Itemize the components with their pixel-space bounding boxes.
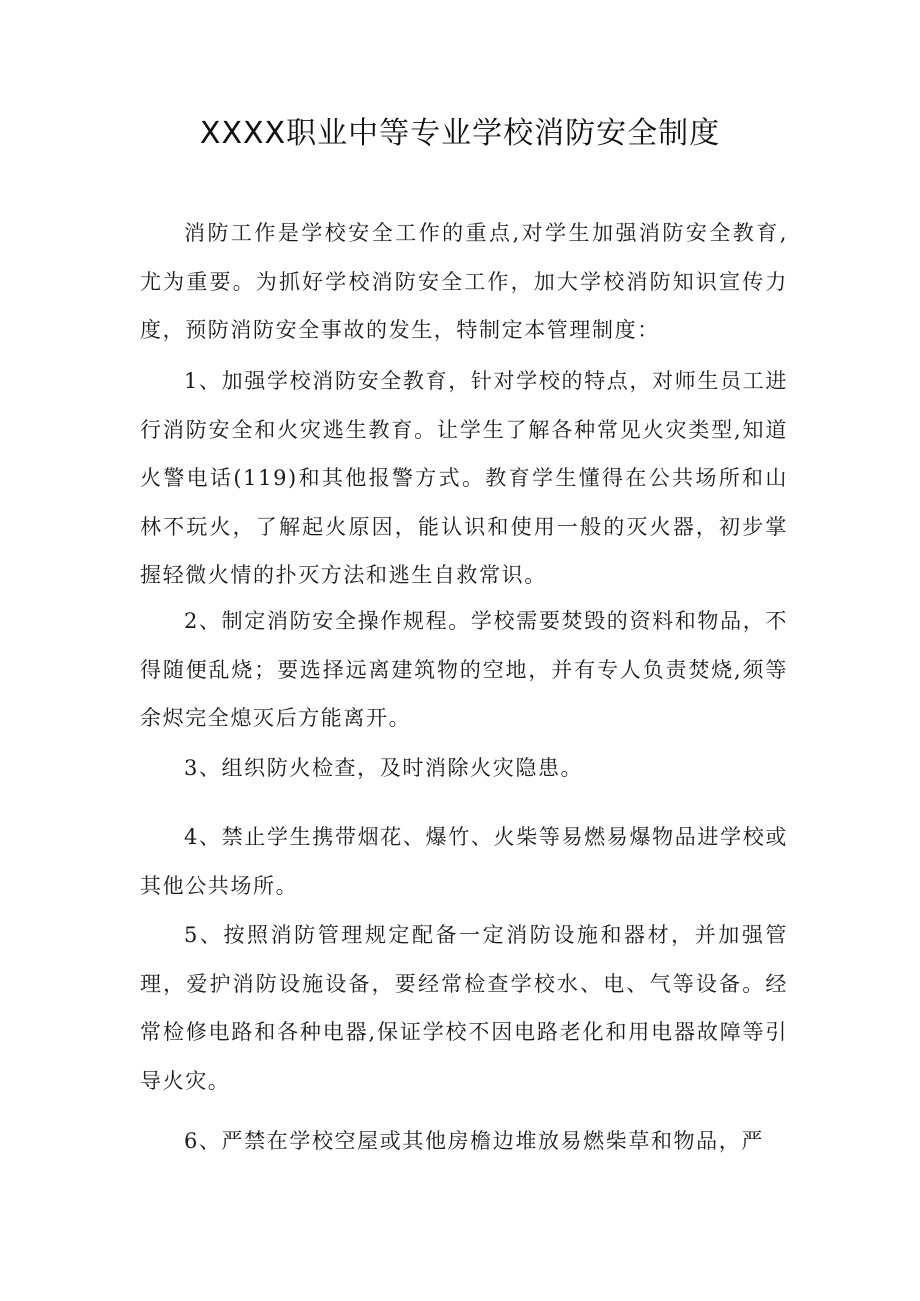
document-title: XXXX职业中等专业学校消防安全制度: [199, 116, 721, 151]
paragraph-item-2: 2、制定消防安全操作规程。学校需要焚毁的资料和物品，不得随便乱烧；要选择远离建筑物的空地，并有专人负责焚烧,须等余烬完全熄灭后方能离开。: [140, 609, 788, 730]
paragraph-item-1: 1、加强学校消防安全教育，针对学校的特点，对师生员工进行消防安全和火灾逃生教育。让学生了解各种常见火灾类型,知道火警电话(119)和其他报警方式。教育学生懂得在公共场所和山林不玩火，了解起火原因，能认识和使用一般的灭火器，初步掌握轻微火情的扑灭方法和逃生自救常识。: [140, 369, 788, 587]
paragraph-intro: 消防工作是学校安全工作的重点,对学生加强消防安全教育,尤为重要。为抓好学校消防安全工作，加大学校消防知识宣传力度，预防消防安全事故的发生，特制定本管理制度：: [140, 221, 788, 342]
paragraph-item-3: 3、组织防火检查，及时消除火灾隐患。: [184, 756, 584, 780]
paragraph-item-4: 4、禁止学生携带烟花、爆竹、火柴等易燃易爆物品进学校或其他公共场所。: [140, 825, 788, 898]
paragraph-item-6: 6、严禁在学校空屋或其他房檐边堆放易燃柴草和物品，严: [184, 1129, 764, 1153]
paragraph-item-5: 5、按照消防管理规定配备一定消防设施和器材，并加强管理，爱护消防设施设备，要经常检查学校水、电、气等设备。经常检修电路和各种电器,保证学校不因电路老化和用电器故障等引导火灾。: [140, 923, 788, 1093]
